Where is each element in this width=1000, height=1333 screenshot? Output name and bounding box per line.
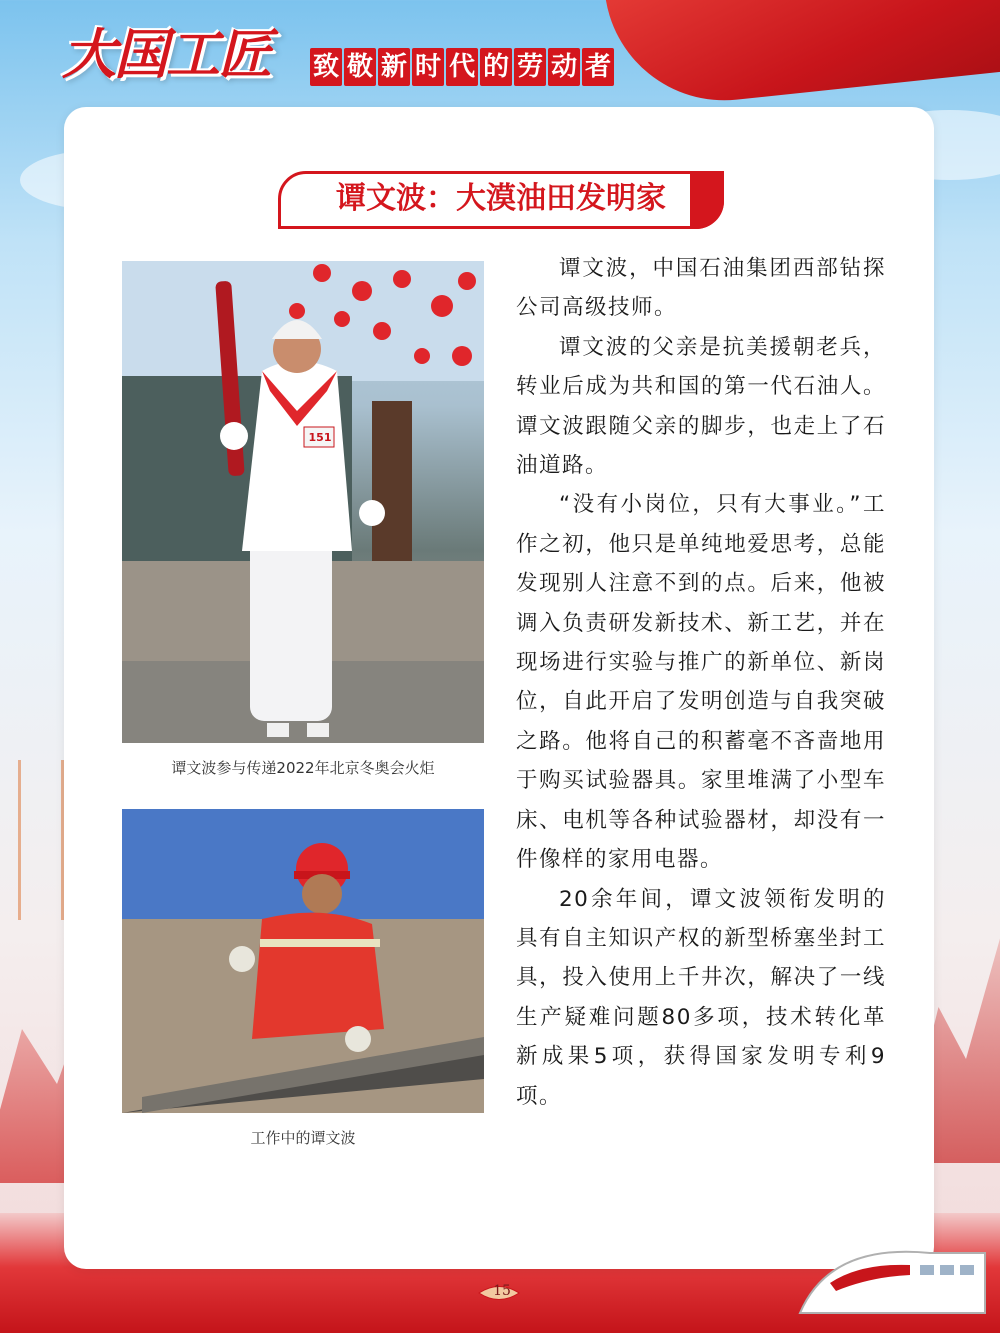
- masthead-logo: 大国工匠: [62, 22, 270, 86]
- article-title: 谭文波：大漠油田发明家: [336, 181, 666, 216]
- slogan-char: 的: [480, 48, 512, 86]
- torch-relay-photo: [122, 261, 484, 743]
- article-paragraph: “没有小岗位，只有大事业。”工作之初，他只是单纯地爱思考，总能发现别人注意不到的点。后来，他被调入负责研发新技术、新工艺，并在现场进行实验与推广的新单位、新岗位，自此开启了发明创造与自我突破之路。他将自己的积蓄毫不吝啬地用于购买试验器具。家里堆满了小型车床、电机等各种试验器材，却没有一件像样的家用电器。: [516, 492, 886, 873]
- slogan-char: 动: [548, 48, 580, 86]
- article-body: [516, 249, 886, 1116]
- work-photo: [122, 809, 484, 1113]
- slogan-char: 时: [412, 48, 444, 86]
- bridge-tower-decoration: [18, 760, 64, 920]
- article-paragraph: 20余年间，谭文波领衔发明的具有自主知识产权的新型桥塞坐封工具，投入使用上千井次，解决了一线生产疑难问题80多项，技术转化革新成果5项，获得国家发明专利9项。: [516, 886, 886, 1109]
- content-card: [64, 107, 934, 1269]
- article-paragraph: 谭文波，中国石油集团西部钻探公司高级技师。: [516, 256, 886, 321]
- red-flag-decoration: [605, 0, 1000, 112]
- slogan-banner: [310, 48, 614, 86]
- article-paragraph: 谭文波的父亲是抗美援朝老兵，转业后成为共和国的第一代石油人。谭文波跟随父亲的脚步，也走上了石油道路。: [516, 334, 886, 479]
- article-title-frame: [278, 171, 724, 229]
- slogan-char: 新: [378, 48, 410, 86]
- page-number: 15: [493, 1283, 511, 1299]
- slogan-char: 者: [582, 48, 614, 86]
- work-illustration: [122, 809, 484, 1113]
- slogan-char: 代: [446, 48, 478, 86]
- slogan-char: 敬: [344, 48, 376, 86]
- bullet-train-icon: [790, 1213, 990, 1323]
- torch-relay-illustration: [122, 261, 484, 743]
- photo-caption: 谭文波参与传递2022年北京冬奥会火炬: [171, 759, 435, 777]
- runner-bib: 151: [308, 431, 332, 444]
- slogan-char: 劳: [514, 48, 546, 86]
- photo-caption: 工作中的谭文波: [250, 1129, 356, 1147]
- slogan-char: 致: [310, 48, 342, 86]
